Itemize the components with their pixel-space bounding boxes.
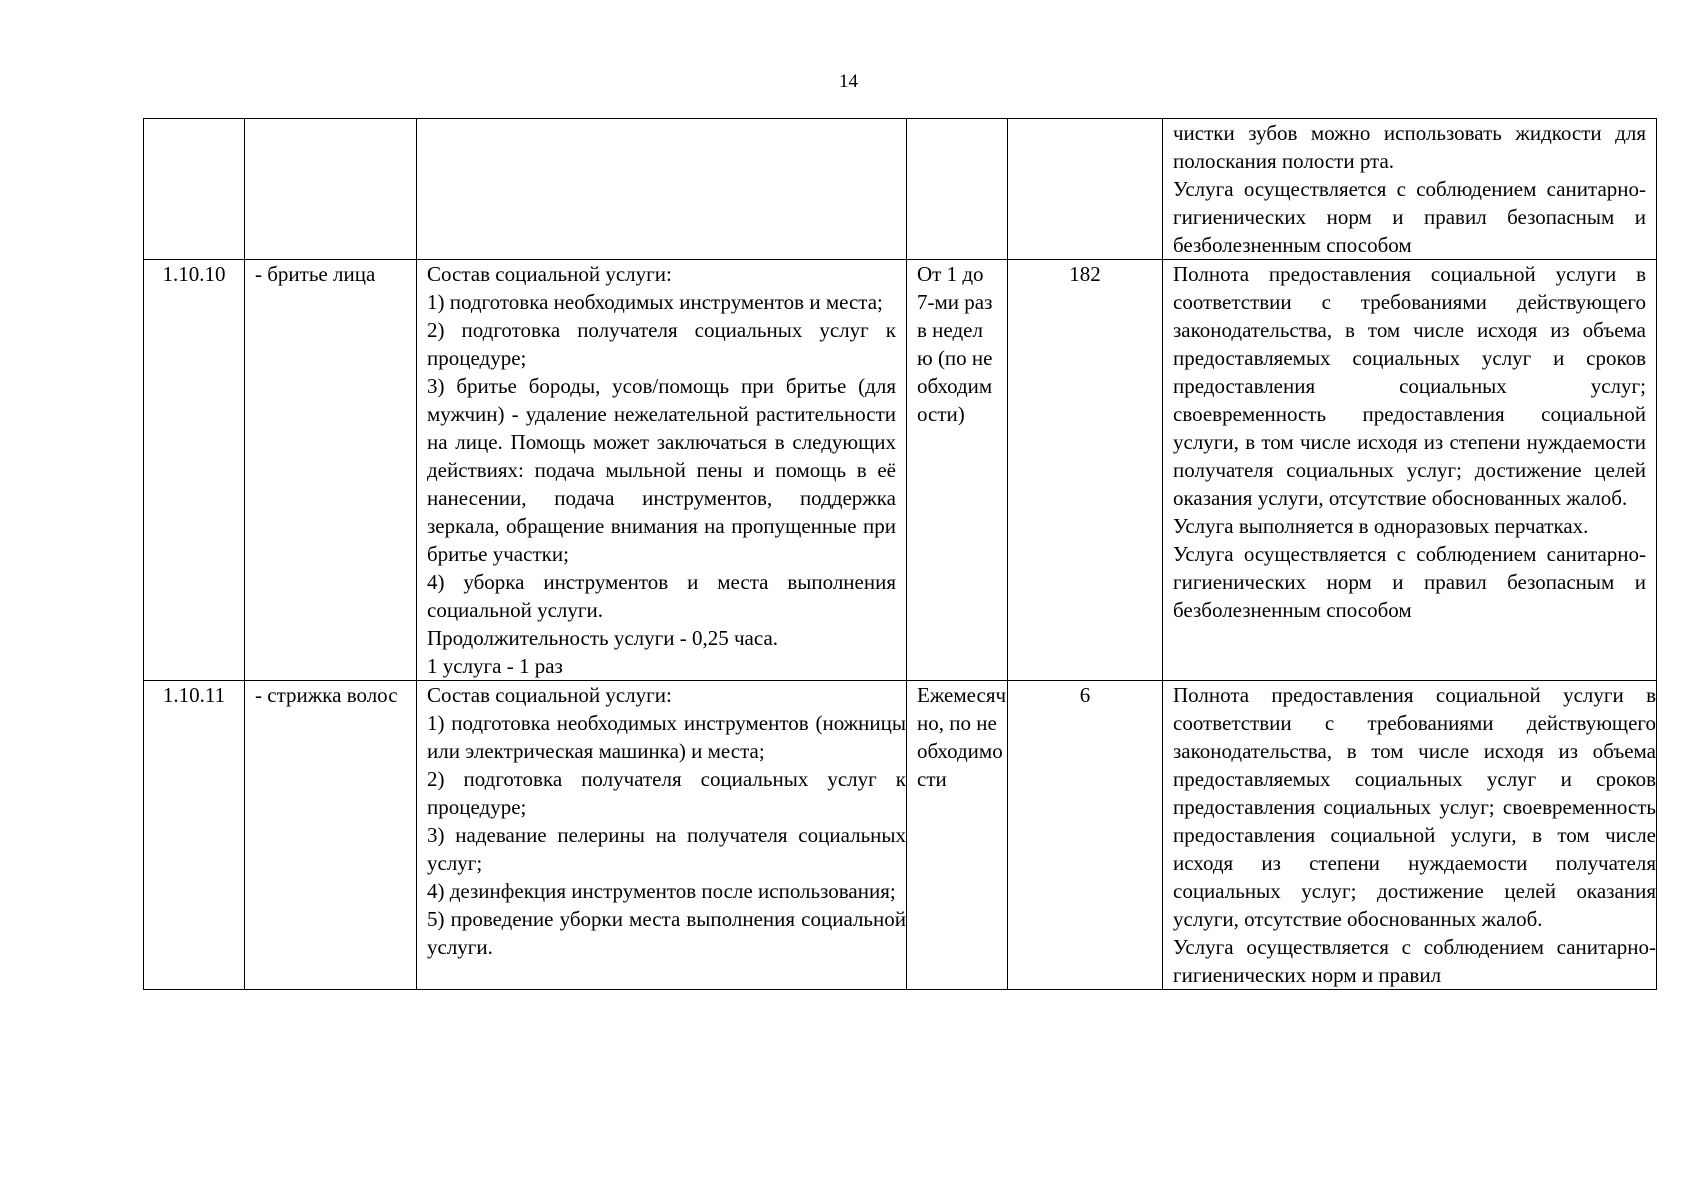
content-line: 1) подготовка необходимых инструментов и места; <box>427 290 883 314</box>
table-row <box>144 260 1657 681</box>
service-content-cell <box>417 260 907 681</box>
service-quantity-cell <box>1008 119 1163 260</box>
quality-paragraph: Услуга осуществляется с соблюдением санитарно-гигиенических норм и правил безопасным и безболезненным способом <box>1173 177 1646 257</box>
service-name-cell <box>245 119 417 260</box>
service-quality-cell <box>1163 119 1657 260</box>
service-name-cell: - бритье лица <box>245 260 417 681</box>
content-line: 1) подготовка необходимых инструментов (ножницы или электрическая машинка) и места; <box>427 711 906 763</box>
quality-paragraph: Услуга осуществляется с соблюдением санитарно-гигиенических норм и правил <box>1173 935 1656 987</box>
content-line: 4) дезинфекция инструментов после использования; <box>427 879 896 903</box>
service-number-cell: 1.10.10 <box>144 260 245 681</box>
service-content-cell <box>417 681 907 990</box>
service-number-cell: 1.10.11 <box>144 681 245 990</box>
content-line: 3) надевание пелерины на получателя социальных услуг; <box>427 823 906 875</box>
quality-paragraph: Услуга выполняется в одноразовых перчатках. <box>1173 514 1589 538</box>
content-line: Продолжительность услуги - 0,25 часа. <box>427 626 779 650</box>
content-line: 5) проведение уборки места выполнения социальной услуги. <box>427 907 906 959</box>
content-line: 4) уборка инструментов и места выполнения социальной услуги. <box>427 570 896 622</box>
content-line: 1 услуга - 1 раз <box>427 654 563 678</box>
service-quantity-cell: 182 <box>1008 260 1163 681</box>
service-quantity-cell: 6 <box>1008 681 1163 990</box>
page-number: 14 <box>839 71 858 92</box>
service-content-cell <box>417 119 907 260</box>
table-row <box>144 119 1657 260</box>
quality-paragraph: чистки зубов можно использовать жидкости для полоскания полости рта. <box>1173 121 1646 173</box>
content-line: 3) бритье бороды, усов/помощь при бритье (для мужчин) - удаление нежелательной растительности на лице. Помощь может заключаться в следующих действиях: подача мыльной пены и помощь в её нанесении, подача инструментов, поддержка зеркала, обращение внимания на пропущенные при бритье участки; <box>427 374 896 566</box>
quality-paragraph: Услуга осуществляется с соблюдением санитарно-гигиенических норм и правил безопасным и безболезненным способом <box>1173 542 1646 622</box>
service-number-cell <box>144 119 245 260</box>
service-frequency-cell: От 1 до 7-ми раз в неделю (по необходимости) <box>907 260 1008 681</box>
service-quality-cell <box>1163 681 1657 990</box>
service-frequency-cell <box>907 119 1008 260</box>
quality-paragraph: Полнота предоставления социальной услуги в соответствии с требованиями действующего законодательства, в том числе исходя из объема предоставляемых социальных услуг и сроков предоставления социальных услуг; своевременность предоставления социальной услуги, в том числе исходя из степени нуждаемости получателя социальных услуг; достижение целей оказания услуги, отсутствие обоснованных жалоб. <box>1173 262 1646 510</box>
content-line: 2) подготовка получателя социальных услуг к процедуре; <box>427 318 896 370</box>
table-row <box>144 681 1657 990</box>
service-name-cell: - стрижка волос <box>245 681 417 990</box>
services-table <box>143 118 1657 990</box>
service-quality-cell <box>1163 260 1657 681</box>
content-line: 2) подготовка получателя социальных услуг к процедуре; <box>427 767 906 819</box>
content-line: Состав социальной услуги: <box>427 262 672 286</box>
service-frequency-cell: Ежемесячно, по необходимости <box>907 681 1008 990</box>
quality-paragraph: Полнота предоставления социальной услуги в соответствии с требованиями действующего законодательства, в том числе исходя из объема предоставляемых социальных услуг и сроков предоставления социальных услуг; своевременность предоставления социальной услуги, в том числе исходя из степени нуждаемости получателя социальных услуг; достижение целей оказания услуги, отсутствие обоснованных жалоб. <box>1173 683 1656 931</box>
content-line: Состав социальной услуги: <box>427 683 672 707</box>
